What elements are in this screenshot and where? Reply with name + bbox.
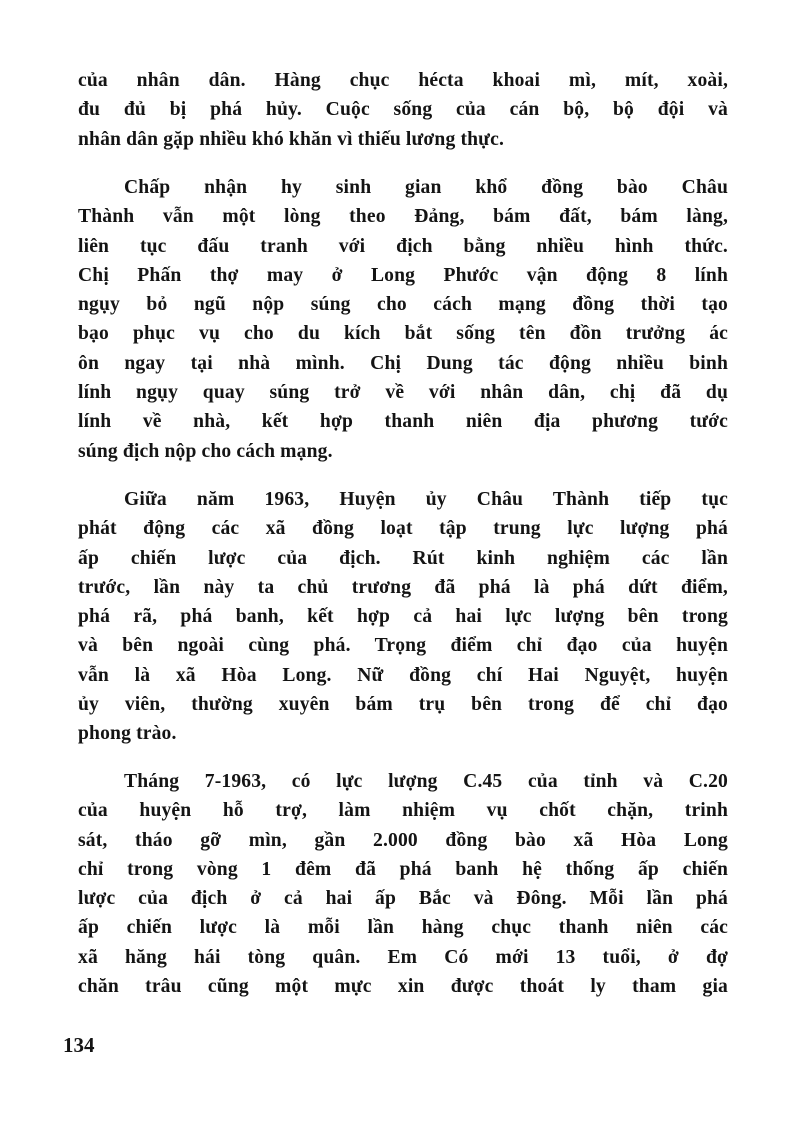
page-number: 134 <box>63 1033 95 1057</box>
text-line: chỉ trong vòng 1 đêm đã phá banh hệ thống ấp chiến <box>78 858 728 880</box>
text-line: Thành vẫn một lòng theo Đảng, bám đất, bám làng, <box>78 206 728 228</box>
paragraph-4 <box>78 767 728 1001</box>
text-line: ấp chiến lược là mỗi lần hàng chục thanh niên các <box>78 917 728 939</box>
text-line: đu đủ bị phá hủy. Cuộc sống của cán bộ, bộ đội và <box>78 99 728 121</box>
text-line: của huyện hỗ trợ, làm nhiệm vụ chốt chặn, trinh <box>78 800 728 822</box>
paragraph-2 <box>78 173 728 466</box>
text-line: vẫn là xã Hòa Long. Nữ đồng chí Hai Nguyệt, huyện <box>78 664 728 686</box>
text-line: lược của địch ở cả hai ấp Bắc và Đông. Mỗi lần phá <box>78 888 728 910</box>
text-line: ôn ngay tại nhà mình. Chị Dung tác động nhiều binh <box>78 352 728 374</box>
text-line: bạo phục vụ cho du kích bắt sống tên đồn trưởng ác <box>78 323 728 345</box>
text-line: phát động các xã đồng loạt tập trung lực lượng phá <box>78 518 728 540</box>
text-line: liên tục đấu tranh với địch bằng nhiều hình thức. <box>78 235 728 257</box>
text-line: Chị Phấn thợ may ở Long Phước vận động 8 lính <box>78 264 728 286</box>
paragraph-3 <box>78 485 728 749</box>
text-line: Chấp nhận hy sinh gian khổ đồng bào Châu <box>124 177 728 198</box>
text-line: sát, tháo gỡ mìn, gần 2.000 đồng bào xã Hòa Long <box>78 829 728 851</box>
text-line: Giữa năm 1963, Huyện ủy Châu Thành tiếp tục <box>124 489 728 510</box>
text-line: phong trào. <box>78 723 177 745</box>
text-line: lính ngụy quay súng trở về với nhân dân, chị đã dụ <box>78 382 728 404</box>
text-line: phá rã, phá banh, kết hợp cả hai lực lượng bên trong <box>78 606 728 628</box>
text-line: ấp chiến lược của địch. Rút kinh nghiệm các lần <box>78 547 728 569</box>
text-line: nhân dân gặp nhiều khó khăn vì thiếu lương thực. <box>78 128 504 150</box>
text-line: trước, lần này ta chủ trương đã phá là phá dứt điểm, <box>78 576 728 598</box>
text-line: và bên ngoài cùng phá. Trọng điểm chỉ đạo của huyện <box>78 635 728 657</box>
text-line: của nhân dân. Hàng chục hécta khoai mì, mít, xoài, <box>78 70 728 91</box>
text-line: chăn trâu cũng một mực xin được thoát ly tham gia <box>78 976 728 998</box>
text-line: lính về nhà, kết hợp thanh niên địa phương tước <box>78 411 728 433</box>
text-line: ngụy bỏ ngũ nộp súng cho cách mạng đồng thời tạo <box>78 294 728 316</box>
text-line: xã hăng hái tòng quân. Em Có mới 13 tuổi, ở đợ <box>78 946 728 968</box>
text-line: súng địch nộp cho cách mạng. <box>78 440 333 462</box>
paragraph-1 <box>78 66 728 154</box>
text-line: Tháng 7-1963, có lực lượng C.45 của tỉnh và C.20 <box>124 771 728 792</box>
text-line: ủy viên, thường xuyên bám trụ bên trong để chỉ đạo <box>78 694 728 716</box>
